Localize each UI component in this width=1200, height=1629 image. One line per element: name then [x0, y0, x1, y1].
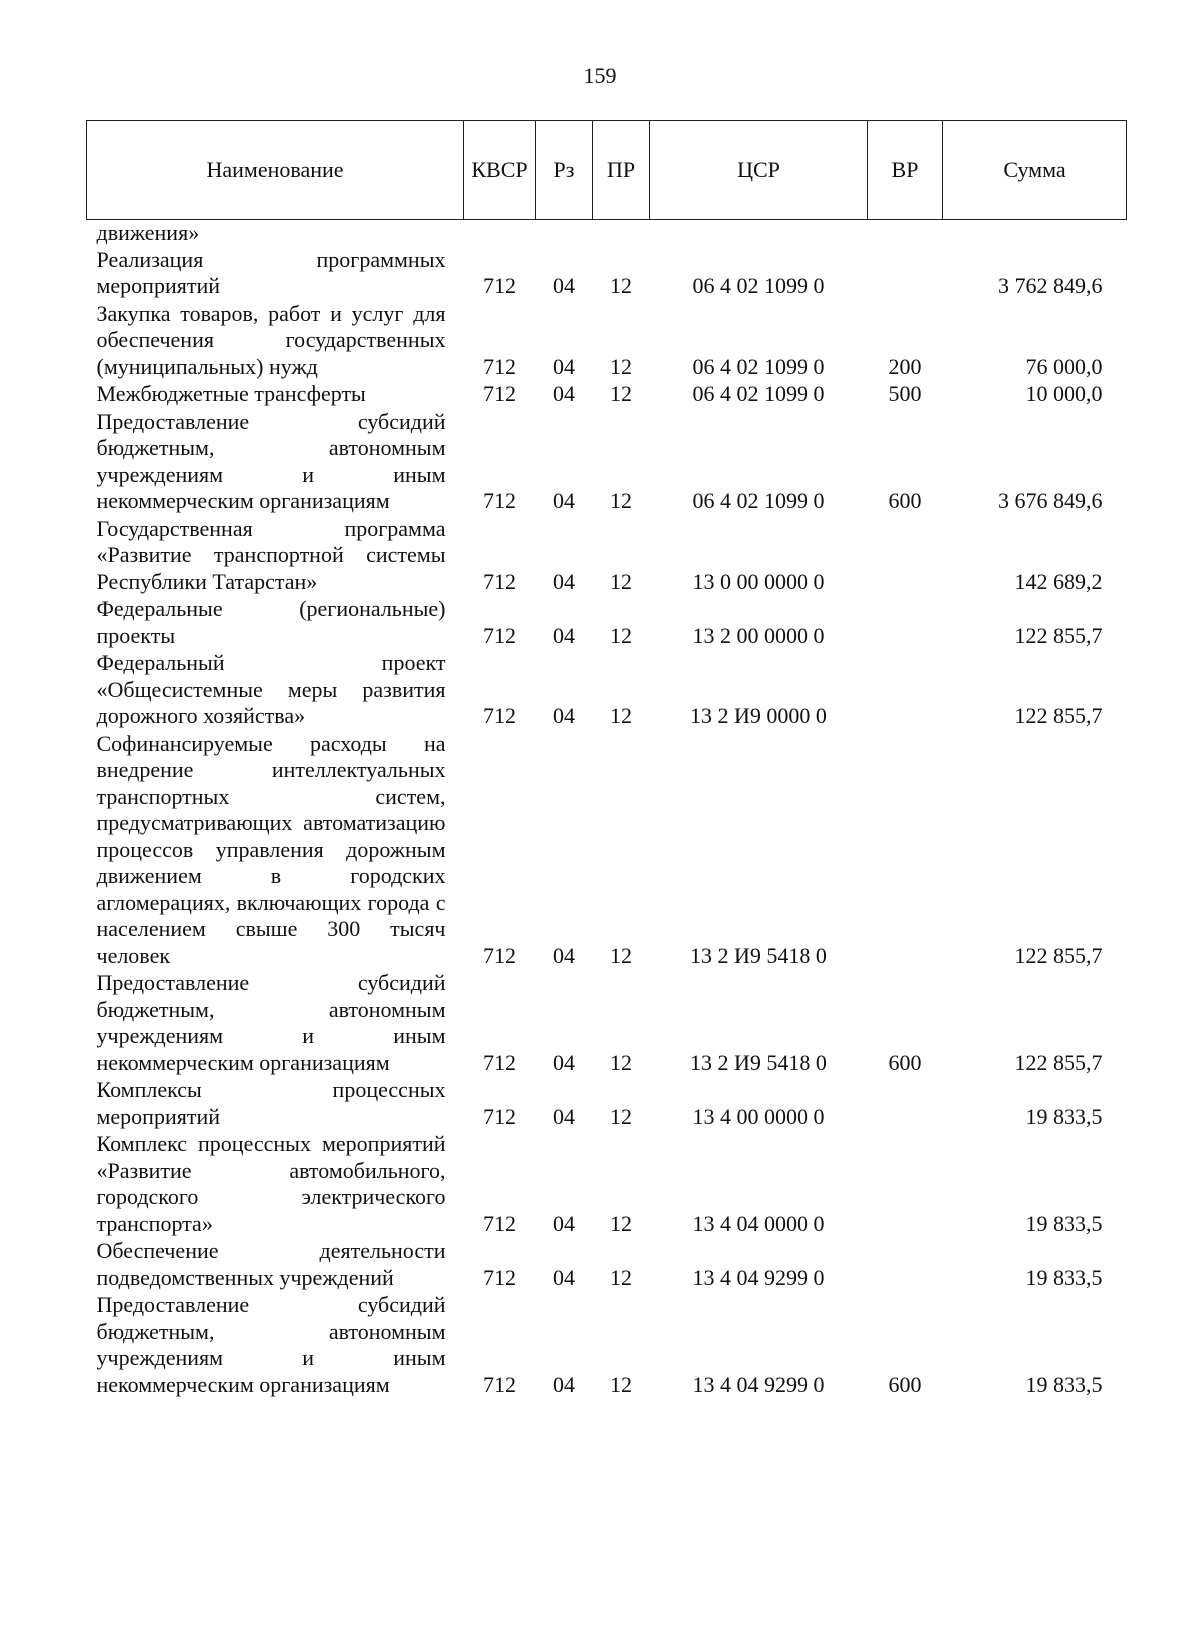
cell-pr: 12	[610, 488, 632, 513]
cell-vr: 600	[888, 488, 922, 513]
cell-kvsr: 712	[483, 353, 516, 379]
header-vr: ВР	[868, 121, 943, 220]
cell-vr	[868, 1238, 943, 1292]
cell-vr: 200	[888, 353, 922, 379]
header-rz: Рз	[536, 121, 593, 220]
cell-csr: 13 2 И9 5418 0	[690, 1049, 827, 1075]
cell-rz: 04	[553, 1049, 575, 1075]
header-name: Наименование	[87, 121, 464, 220]
cell-sum: 3 762 849,6	[998, 273, 1103, 298]
cell-csr: 06 4 02 1099 0	[692, 381, 825, 406]
cell-csr: 13 4 04 9299 0	[692, 1371, 825, 1397]
cell-pr: 12	[610, 1264, 632, 1290]
cell-kvsr: 712	[483, 942, 516, 968]
cell-name: Федеральные (региональные) проекты	[96, 596, 446, 648]
cell-kvsr: 712	[483, 1049, 516, 1075]
cell-sum: 19 833,5	[1025, 1103, 1103, 1129]
cell-sum: 122 855,7	[1014, 1049, 1103, 1075]
cell-rz: 04	[553, 1210, 575, 1236]
cell-sum: 142 689,2	[1014, 568, 1103, 594]
cell-pr: 12	[610, 353, 632, 379]
cell-kvsr: 712	[483, 1103, 516, 1129]
cell-rz: 04	[553, 568, 575, 594]
table-row	[87, 596, 1127, 650]
cell-vr	[868, 650, 943, 731]
budget-table	[86, 120, 1127, 1399]
cell-name: Межбюджетные трансферты	[96, 381, 366, 406]
cell-sum: 10 000,0	[1025, 381, 1103, 406]
cell-vr	[868, 1131, 943, 1238]
table-row	[87, 1292, 1127, 1399]
cell-kvsr: 712	[483, 273, 516, 298]
table-row	[87, 247, 1127, 301]
cell-vr: 600	[888, 1371, 922, 1397]
cell-rz: 04	[553, 353, 575, 379]
cell-pr: 12	[610, 622, 632, 648]
table-row	[87, 1077, 1127, 1131]
table-body	[87, 220, 1127, 1400]
cell-kvsr: 712	[483, 1210, 516, 1236]
cell-csr: 13 4 04 0000 0	[692, 1210, 825, 1236]
cell-name: Комплекс процессных мероприятий «Развитие автомобильного, городского электрического транспорта»	[96, 1131, 446, 1236]
cell-name: Федеральный проект «Общесистемные меры развития дорожного хозяйства»	[96, 650, 446, 728]
continuation-row	[87, 220, 1127, 247]
cell-rz: 04	[553, 273, 575, 298]
cell-name: Государственная программа «Развитие транспортной системы Республики Татарстан»	[96, 515, 446, 594]
cell-csr: 13 2 00 0000 0	[692, 622, 825, 648]
table-row	[87, 409, 1127, 516]
cell-pr: 12	[610, 1210, 632, 1236]
cell-csr: 13 2 И9 5418 0	[690, 942, 827, 968]
cell-rz: 04	[553, 1264, 575, 1290]
cell-csr: 06 4 02 1099 0	[692, 353, 825, 379]
cell-csr: 06 4 02 1099 0	[692, 488, 825, 513]
cell-csr: 13 2 И9 0000 0	[690, 703, 827, 728]
cell-name: Предоставление субсидий бюджетным, автономным учреждениям и иным некоммерческим организациям	[96, 408, 446, 513]
cell-pr: 12	[610, 381, 632, 406]
continuation-text: движения»	[96, 220, 200, 245]
cell-kvsr: 712	[483, 568, 516, 594]
cell-vr	[868, 247, 943, 301]
cell-kvsr: 712	[483, 703, 516, 728]
cell-vr	[868, 516, 943, 597]
cell-vr	[868, 1077, 943, 1131]
table-header	[87, 121, 1127, 220]
cell-kvsr: 712	[483, 622, 516, 648]
cell-sum: 76 000,0	[1025, 353, 1103, 379]
cell-pr: 12	[610, 942, 632, 968]
cell-vr	[868, 731, 943, 971]
cell-name: Реализация программных мероприятий	[96, 246, 446, 298]
page-number: 159	[583, 63, 617, 88]
cell-pr: 12	[610, 703, 632, 728]
cell-sum: 19 833,5	[1025, 1371, 1103, 1397]
table-row	[87, 1238, 1127, 1292]
cell-csr: 13 0 00 0000 0	[692, 568, 825, 594]
cell-rz: 04	[553, 1371, 575, 1397]
cell-csr: 06 4 02 1099 0	[692, 273, 825, 298]
table-row	[87, 381, 1127, 409]
cell-pr: 12	[610, 1049, 632, 1075]
cell-rz: 04	[553, 381, 575, 406]
table-row	[87, 301, 1127, 382]
table-row	[87, 650, 1127, 731]
cell-csr: 13 4 00 0000 0	[692, 1103, 825, 1129]
cell-vr: 500	[888, 381, 922, 406]
table-row	[87, 970, 1127, 1077]
cell-rz: 04	[553, 622, 575, 648]
cell-name: Комплексы процессных мероприятий	[96, 1077, 446, 1129]
cell-pr: 12	[610, 273, 632, 298]
cell-name: Обеспечение деятельности подведомственных учреждений	[96, 1238, 446, 1290]
cell-name: Софинансируемые расходы на внедрение интеллектуальных транспортных систем, предусматривающих автоматизацию процессов управления дорожным движением в городских агломерациях, включающих города с населением свыше 300 тысяч человек	[96, 730, 446, 968]
cell-name: Предоставление субсидий бюджетным, автономным учреждениям и иным некоммерческим организациям	[96, 970, 446, 1075]
header-sum: Сумма	[943, 121, 1127, 220]
cell-name: Закупка товаров, работ и услуг для обеспечения государственных (муниципальных) нужд	[96, 300, 446, 379]
cell-pr: 12	[610, 568, 632, 594]
cell-vr	[868, 596, 943, 650]
cell-kvsr: 712	[483, 488, 516, 513]
cell-pr: 12	[610, 1371, 632, 1397]
cell-rz: 04	[553, 942, 575, 968]
table-row	[87, 516, 1127, 597]
cell-csr: 13 4 04 9299 0	[692, 1264, 825, 1290]
cell-rz: 04	[553, 488, 575, 513]
cell-kvsr: 712	[483, 381, 516, 406]
cell-rz: 04	[553, 1103, 575, 1129]
table-row	[87, 1131, 1127, 1238]
cell-name: Предоставление субсидий бюджетным, автономным учреждениям и иным некоммерческим организациям	[96, 1292, 446, 1397]
cell-sum: 19 833,5	[1025, 1210, 1103, 1236]
cell-rz: 04	[553, 703, 575, 728]
cell-sum: 122 855,7	[1014, 703, 1103, 728]
header-kvsr: КВСР	[464, 121, 536, 220]
header-pr: ПР	[593, 121, 650, 220]
header-csr: ЦСР	[650, 121, 868, 220]
cell-vr: 600	[888, 1049, 922, 1075]
cell-sum: 122 855,7	[1014, 942, 1103, 968]
table-row	[87, 731, 1127, 971]
cell-sum: 3 676 849,6	[998, 488, 1103, 513]
cell-kvsr: 712	[483, 1264, 516, 1290]
cell-pr: 12	[610, 1103, 632, 1129]
cell-kvsr: 712	[483, 1371, 516, 1397]
cell-sum: 122 855,7	[1014, 622, 1103, 648]
cell-sum: 19 833,5	[1025, 1264, 1103, 1290]
